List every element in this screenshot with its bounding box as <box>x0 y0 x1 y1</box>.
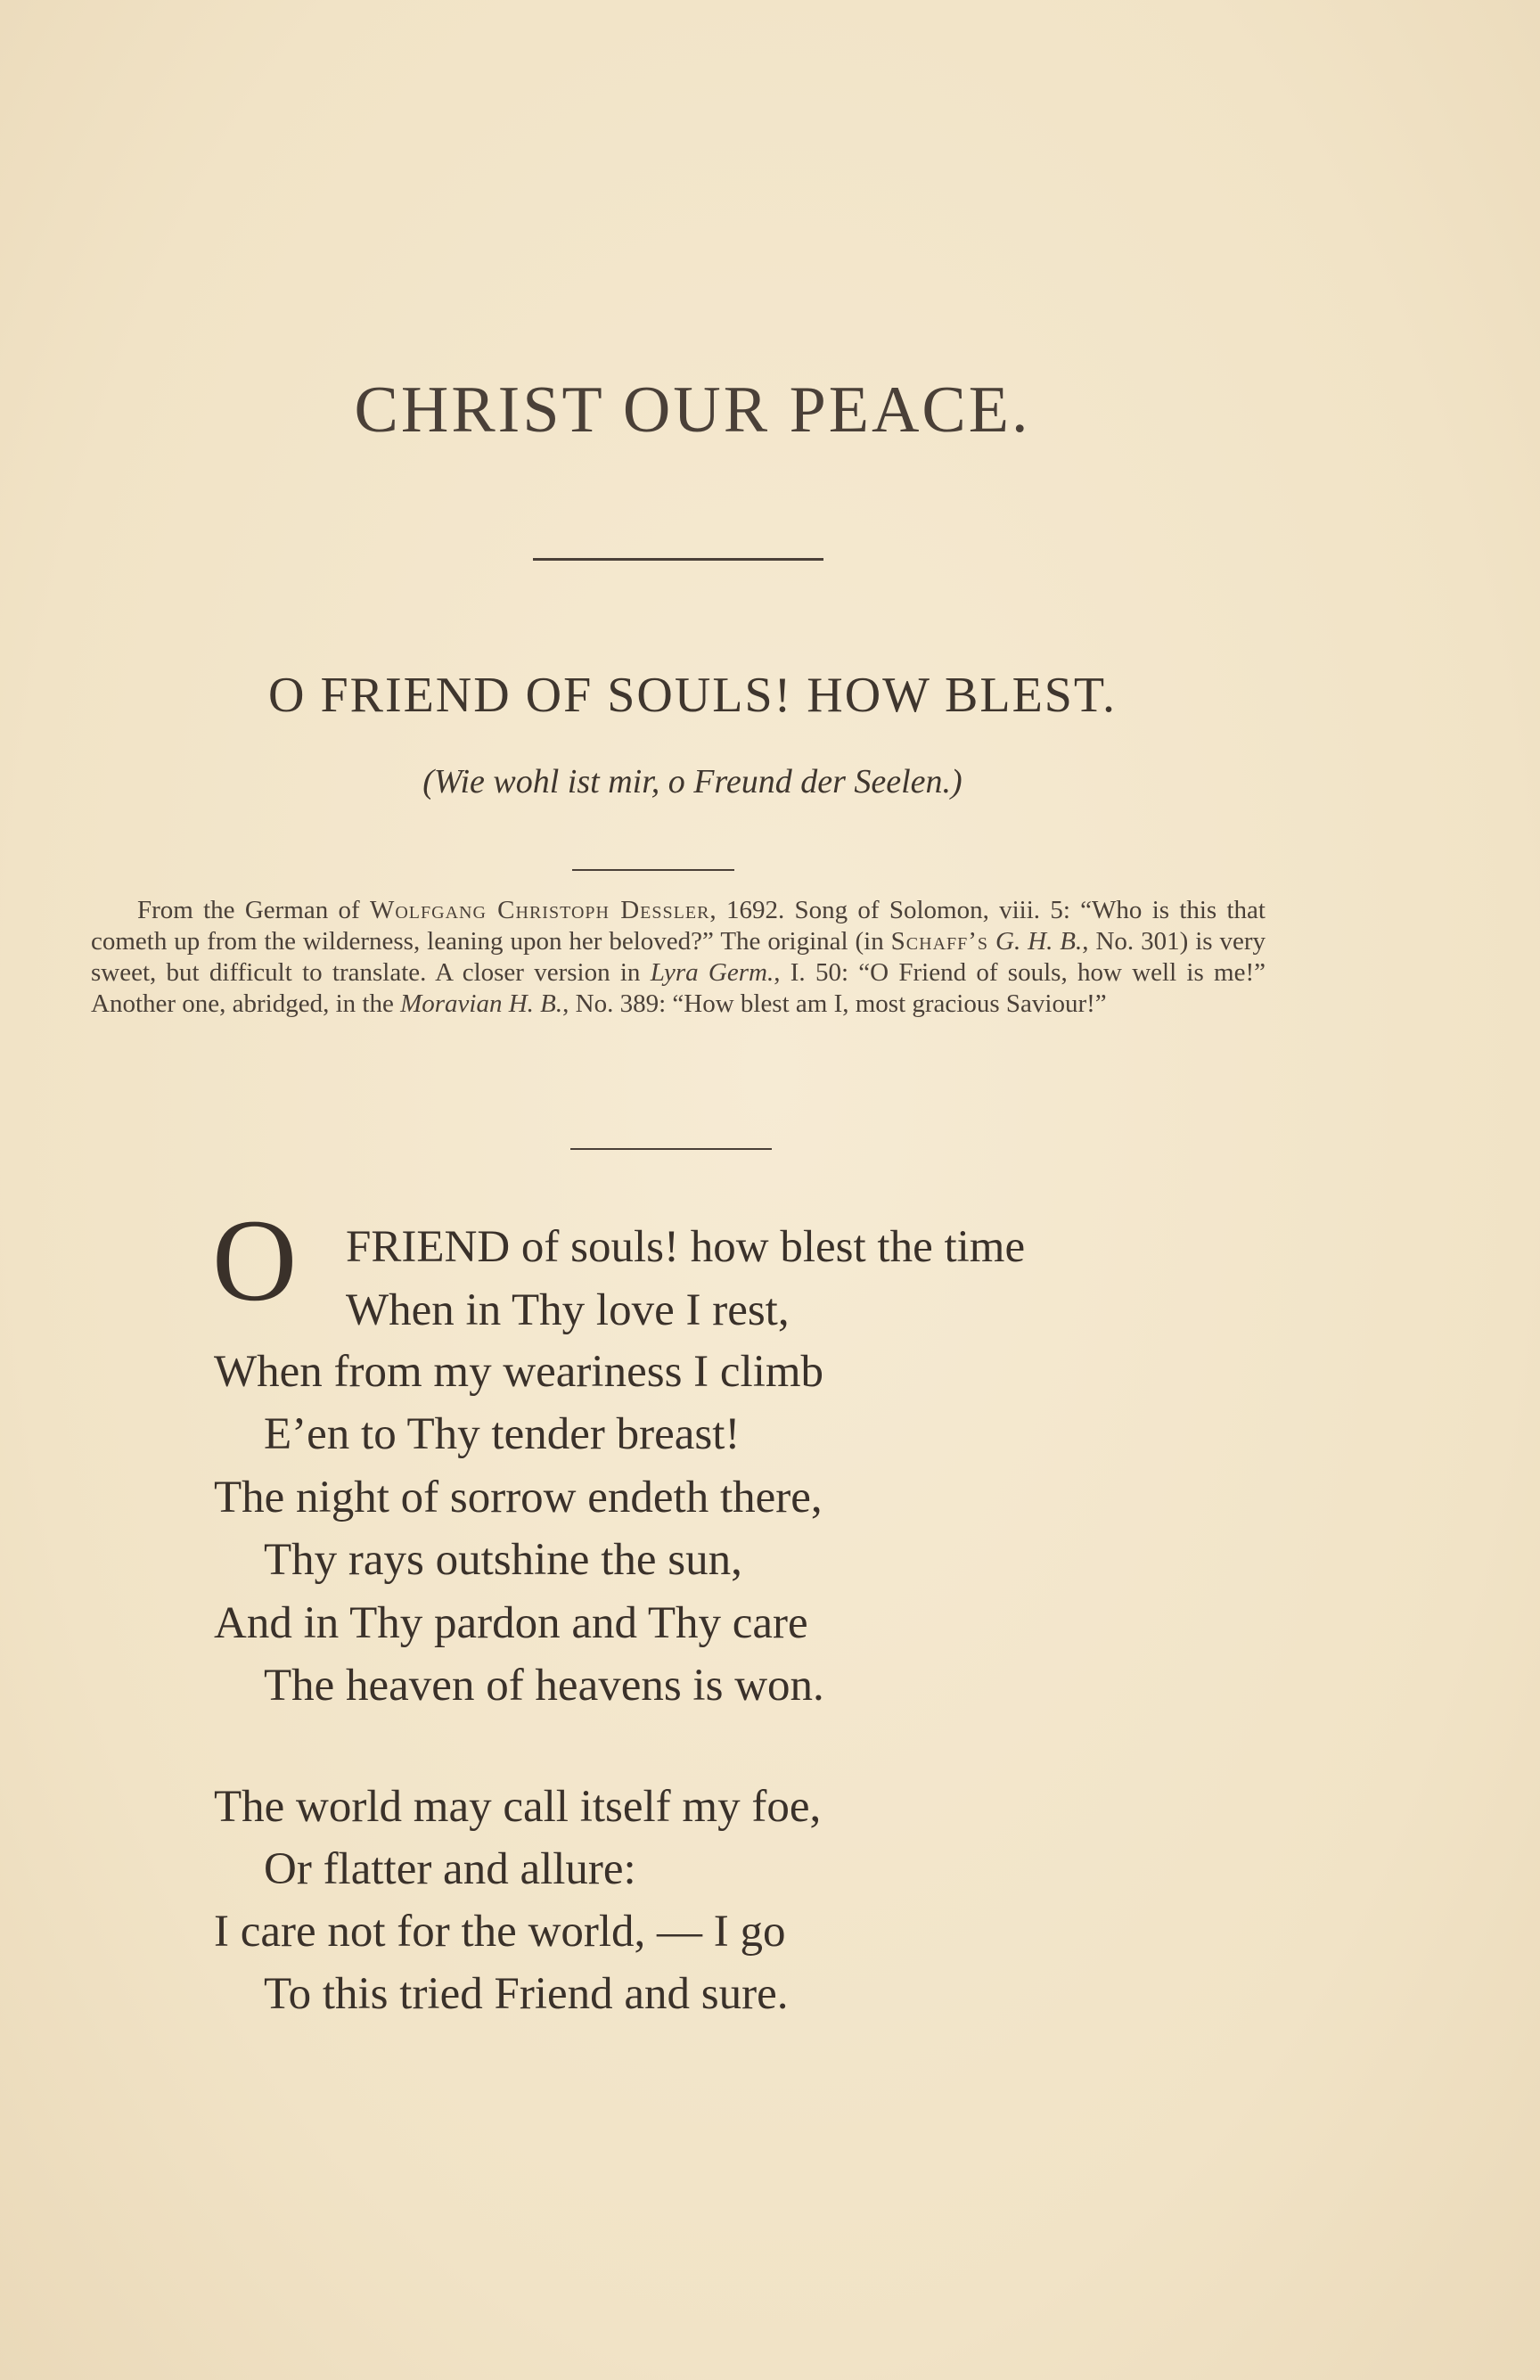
verse-line: I care not for the world, — I go <box>214 1907 786 1957</box>
verse-line: And in Thy pardon and Thy care <box>214 1598 808 1648</box>
hymn-subtitle: (Wie wohl ist mir, o Freund der Seelen.) <box>422 763 962 800</box>
verse-line: The world may call itself my foe, <box>214 1782 822 1832</box>
note-ghb: G. H. B. <box>995 927 1083 956</box>
note-text-3: , No. 301) is very sweet, but difficult to translate. A closer version in <box>91 927 1266 987</box>
subtitle-divider <box>572 869 734 871</box>
note-text-2: , 1692. Song of Solomon, viii. 5: “Who is this that cometh up from the wilderness, leaning upon her beloved?” The original (in <box>91 896 1266 956</box>
hymn-title: O FRIEND OF SOULS! HOW BLEST. <box>268 668 1117 723</box>
verse-line: The heaven of heavens is won. <box>264 1661 824 1711</box>
note-lyra: Lyra Germ. <box>650 958 774 987</box>
note-moravian: Moravian H. B. <box>400 989 563 1018</box>
verse-line: Thy rays outshine the sun, <box>264 1535 742 1585</box>
verse-line: E’en to Thy tender breast! <box>264 1409 741 1459</box>
note-schaff: Schaff’s <box>890 927 989 956</box>
verse-line: FRIEND of souls! how blest the time <box>346 1222 1026 1272</box>
note-text-1: From the German of <box>137 896 370 924</box>
section-divider <box>533 558 823 561</box>
source-note <box>91 895 1266 1020</box>
verse-line: When from my weariness I climb <box>214 1347 824 1397</box>
note-divider <box>570 1148 772 1150</box>
drop-cap: O <box>212 1194 298 1325</box>
note-text-5: , No. 389: “How blest am I, most gracious Saviour!” <box>562 989 1107 1018</box>
verse-line: The night of sorrow endeth there, <box>214 1473 823 1522</box>
verse-line: To this tried Friend and sure. <box>264 1969 789 2019</box>
verse-line: When in Thy love I rest, <box>346 1285 790 1335</box>
section-title: CHRIST OUR PEACE. <box>354 373 1031 447</box>
verse-line: Or flatter and allure: <box>264 1844 636 1894</box>
note-text-4: , I. 50: “O Friend of souls, how well is me!” Another one, abridged, in the <box>91 958 1266 1018</box>
note-author: Wolfgang Christoph Dessler <box>369 896 710 924</box>
